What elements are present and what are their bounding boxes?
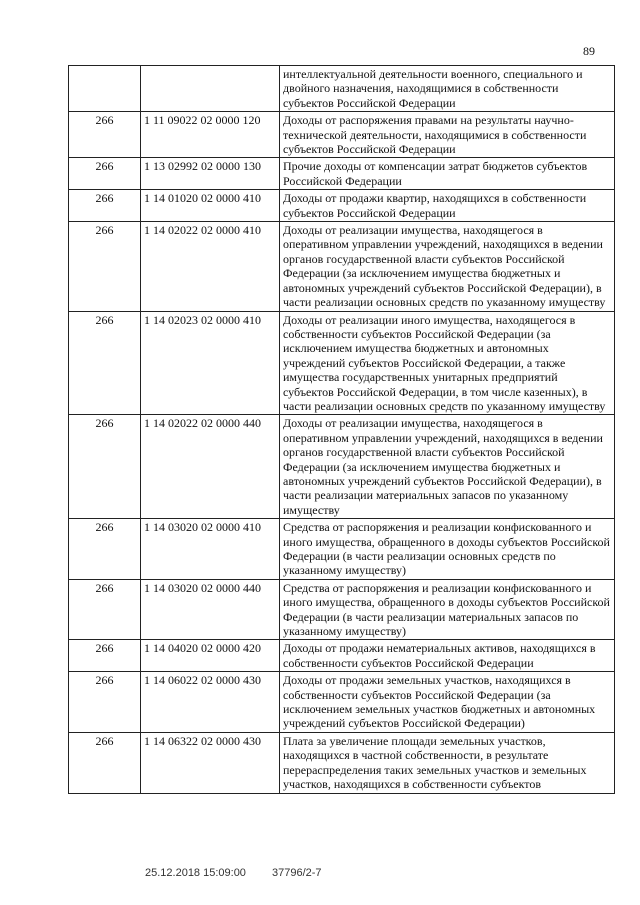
revenue-name-cell: Доходы от продажи квартир, находящихся в собственности субъектов Российской Федерации [280, 190, 615, 222]
admin-code-cell: 266 [69, 415, 141, 519]
table-row [69, 519, 615, 580]
revenue-name-cell: Средства от распоряжения и реализации конфискованного и иного имущества, обращенного в доходы субъектов Российской Федерации (в части реализации материальных запасов по указанному имуществу) [280, 579, 615, 640]
admin-code-cell: 266 [69, 158, 141, 190]
table-row [69, 190, 615, 222]
table-row [69, 640, 615, 672]
revenue-name-cell: Доходы от продажи нематериальных активов, находящихся в собственности субъектов Российской Федерации [280, 640, 615, 672]
table-row [69, 732, 615, 793]
admin-code-cell: 266 [69, 112, 141, 158]
table-row [69, 415, 615, 519]
page-number: 89 [583, 44, 595, 58]
budget-code-cell: 1 14 02022 02 0000 410 [141, 222, 280, 311]
budget-code-cell: 1 14 04020 02 0000 420 [141, 640, 280, 672]
budget-code-cell: 1 14 01020 02 0000 410 [141, 190, 280, 222]
budget-code-cell: 1 14 03020 02 0000 410 [141, 519, 280, 580]
admin-code-cell: 266 [69, 190, 141, 222]
revenue-name-cell: Доходы от реализации имущества, находящегося в оперативном управлении учреждений, находящихся в ведении органов государственной власти субъектов Российской Федерации (за исключением имущества бюджетных и автономных учреждений субъектов Российской Федерации), в части реализации материальных запасов по указанному имуществу [280, 415, 615, 519]
table-row [69, 158, 615, 190]
budget-code-cell: 1 14 06022 02 0000 430 [141, 672, 280, 733]
table-body [69, 66, 615, 794]
admin-code-cell: 266 [69, 672, 141, 733]
admin-code-cell [69, 66, 141, 112]
footer-document-number: 37796/2-7 [272, 867, 322, 879]
admin-code-cell: 266 [69, 311, 141, 415]
revenue-name-cell: Доходы от продажи земельных участков, находящихся в собственности субъектов Российской Федерации (за исключением земельных участков бюджетных и автономных учреждений субъектов Российской Федерации) [280, 672, 615, 733]
admin-code-cell: 266 [69, 640, 141, 672]
admin-code-cell: 266 [69, 519, 141, 580]
budget-code-cell: 1 14 06322 02 0000 430 [141, 732, 280, 793]
table-row [69, 311, 615, 415]
budget-code-cell: 1 11 09022 02 0000 120 [141, 112, 280, 158]
admin-code-cell: 266 [69, 579, 141, 640]
admin-code-cell: 266 [69, 732, 141, 793]
budget-code-cell: 1 14 03020 02 0000 440 [141, 579, 280, 640]
table-row [69, 579, 615, 640]
revenue-name-cell: Плата за увеличение площади земельных участков, находящихся в частной собственности, в результате перераспределения таких земельных участков и земельных участков, находящихся в собственности субъектов [280, 732, 615, 793]
revenue-name-cell: интеллектуальной деятельности военного, специального и двойного назначения, находящимися в собственности субъектов Российской Федерации [280, 66, 615, 112]
revenue-name-cell: Средства от распоряжения и реализации конфискованного и иного имущества, обращенного в доходы субъектов Российской Федерации (в части реализации основных средств по указанному имуществу) [280, 519, 615, 580]
admin-code-cell: 266 [69, 222, 141, 311]
table-row [69, 672, 615, 733]
budget-code-cell: 1 13 02992 02 0000 130 [141, 158, 280, 190]
table-row [69, 66, 615, 112]
budget-code-cell: 1 14 02023 02 0000 410 [141, 311, 280, 415]
revenue-name-cell: Доходы от реализации иного имущества, находящегося в собственности субъектов Российской Федерации (за исключением имущества бюджетных и автономных учреждений субъектов Российской Федерации, а также имущества государственных унитарных предприятий субъектов Российской Федерации, в том числе казенных), в части реализации основных средств по указанному имуществу [280, 311, 615, 415]
revenue-name-cell: Доходы от реализации имущества, находящегося в оперативном управлении учреждений, находящихся в ведении органов государственной власти субъектов Российской Федерации (за исключением имущества бюджетных и автономных учреждений субъектов Российской Федерации), в части реализации основных средств по указанному имуществу [280, 222, 615, 311]
footer-timestamp: 25.12.2018 15:09:00 [145, 867, 246, 879]
table-row [69, 222, 615, 311]
revenue-name-cell: Доходы от распоряжения правами на результаты научно-технической деятельности, находящимися в собственности субъектов Российской Федерации [280, 112, 615, 158]
revenue-name-cell: Прочие доходы от компенсации затрат бюджетов субъектов Российской Федерации [280, 158, 615, 190]
table-row [69, 112, 615, 158]
revenue-codes-table [68, 65, 615, 794]
budget-code-cell: 1 14 02022 02 0000 440 [141, 415, 280, 519]
budget-code-cell [141, 66, 280, 112]
